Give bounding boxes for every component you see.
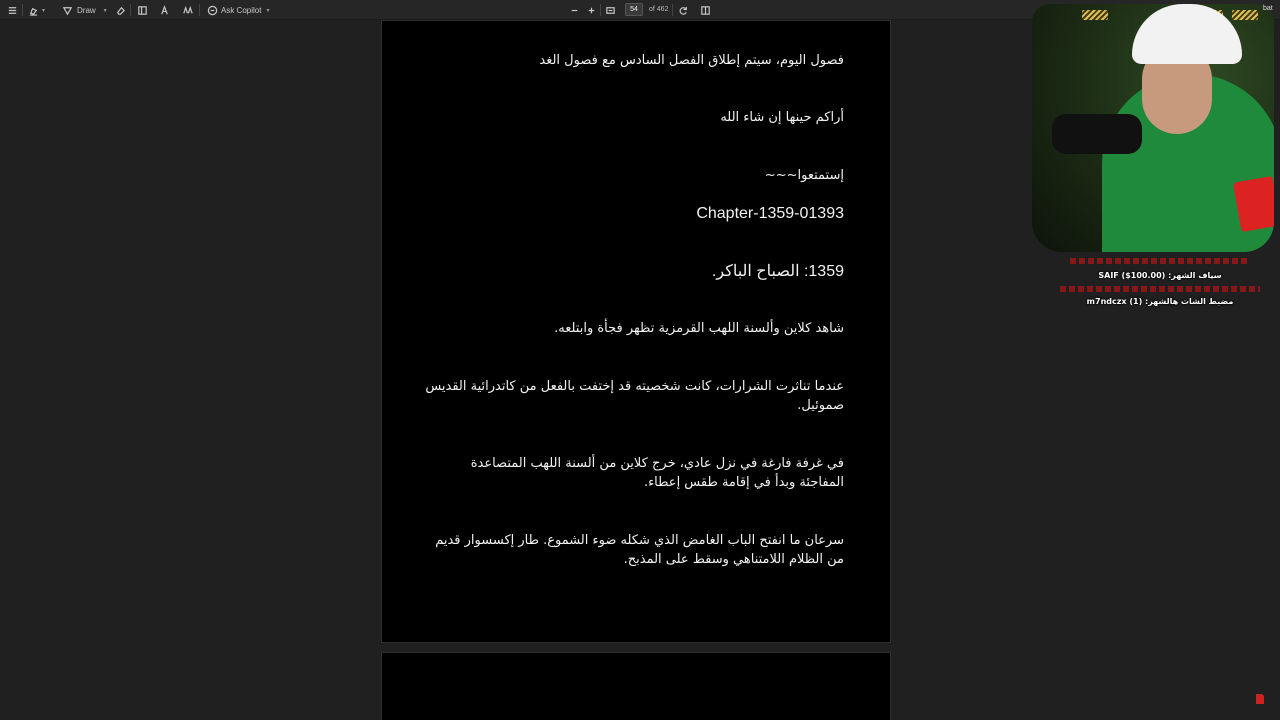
contents-button[interactable] — [6, 2, 18, 18]
rotate-button[interactable] — [677, 2, 689, 18]
stream-alerts — [1060, 256, 1260, 309]
pdf-icon — [1255, 693, 1265, 705]
paragraph: إستمتعوا~~~ — [764, 168, 844, 183]
webcam-overlay — [1032, 4, 1274, 252]
chevron-down-icon: ▾ — [103, 7, 107, 14]
zoom-in-icon — [585, 4, 597, 16]
zoom-in-button[interactable] — [585, 2, 597, 18]
read-aloud-icon — [158, 4, 170, 16]
chevron-down-icon: ▾ — [42, 7, 46, 14]
contents-icon — [6, 4, 18, 16]
draw-icon — [61, 4, 73, 16]
page-view-icon — [136, 4, 148, 16]
two-page-button[interactable] — [699, 2, 711, 18]
chapter-heading: Chapter-1359-01393 — [696, 205, 844, 222]
overlay-corner-text: bat — [1263, 5, 1273, 12]
fit-page-button[interactable] — [604, 2, 616, 18]
ask-copilot-button[interactable] — [206, 2, 269, 18]
rotate-icon — [677, 4, 689, 16]
eraser-button[interactable] — [114, 2, 126, 18]
copilot-label: Ask Copilot — [221, 5, 262, 15]
fit-page-icon — [604, 4, 616, 16]
paragraph: أراكم حينها إن شاء الله — [720, 110, 844, 125]
page-view-button[interactable] — [136, 2, 148, 18]
draw-button[interactable] — [61, 2, 107, 18]
highlight-button[interactable] — [27, 2, 45, 18]
paragraph: عندما تناثرت الشرارات، كانت شخصيته قد إختفت بالفعل من كاتدرائية القديس صموئيل. — [425, 379, 844, 413]
eraser-icon — [114, 4, 126, 16]
page-number-input[interactable] — [625, 3, 643, 16]
decoration-icon — [1232, 10, 1258, 20]
read-aloud-button[interactable] — [158, 2, 170, 18]
paragraph: في غرفة فارغة في نزل عادي، خرج كلاين من ألسنة اللهب المتصاعدة المفاجئة وبدأ في إقامة طقس إعطاء. — [470, 456, 844, 490]
text-icon — [181, 4, 193, 16]
decoration-icon — [1082, 10, 1108, 20]
chevron-down-icon: ▾ — [266, 7, 270, 14]
zoom-out-button[interactable] — [568, 2, 580, 18]
blurred-alert-line — [1060, 286, 1260, 292]
zoom-out-icon — [568, 4, 580, 16]
paragraph: فصول اليوم، سيتم إطلاق الفصل السادس مع فصول الغد — [539, 53, 844, 68]
two-page-icon — [699, 4, 711, 16]
chapter-title: 1359: الصباح الباكر. — [711, 263, 844, 280]
pdf-page-next — [381, 652, 891, 720]
paragraph: سرعان ما انفتح الباب الغامض الذي شكله ضوء الشموع. طار إكسسوار قديم من الظلام اللامتناهي وسقط على المذبح. — [435, 533, 844, 567]
alert-top-moderator: m7ndczx (1) :مضبط الشات هالشهر — [1086, 297, 1234, 306]
highlighter-icon — [27, 4, 39, 16]
text-options-button[interactable] — [181, 2, 193, 18]
pdf-page — [381, 20, 891, 643]
draw-label: Draw — [77, 5, 96, 15]
paragraph: شاهد كلاين وألسنة اللهب القرمزية تظهر فجأة وابتلعه. — [554, 321, 844, 336]
microphone — [1052, 114, 1142, 154]
blurred-alert-line — [1070, 258, 1250, 264]
alert-top-donor: SAIF ($100.00) :سياف الشهر — [1098, 271, 1222, 280]
streamer-cap — [1132, 4, 1242, 64]
copilot-icon — [206, 4, 218, 16]
page-total: of 462 — [649, 6, 669, 13]
